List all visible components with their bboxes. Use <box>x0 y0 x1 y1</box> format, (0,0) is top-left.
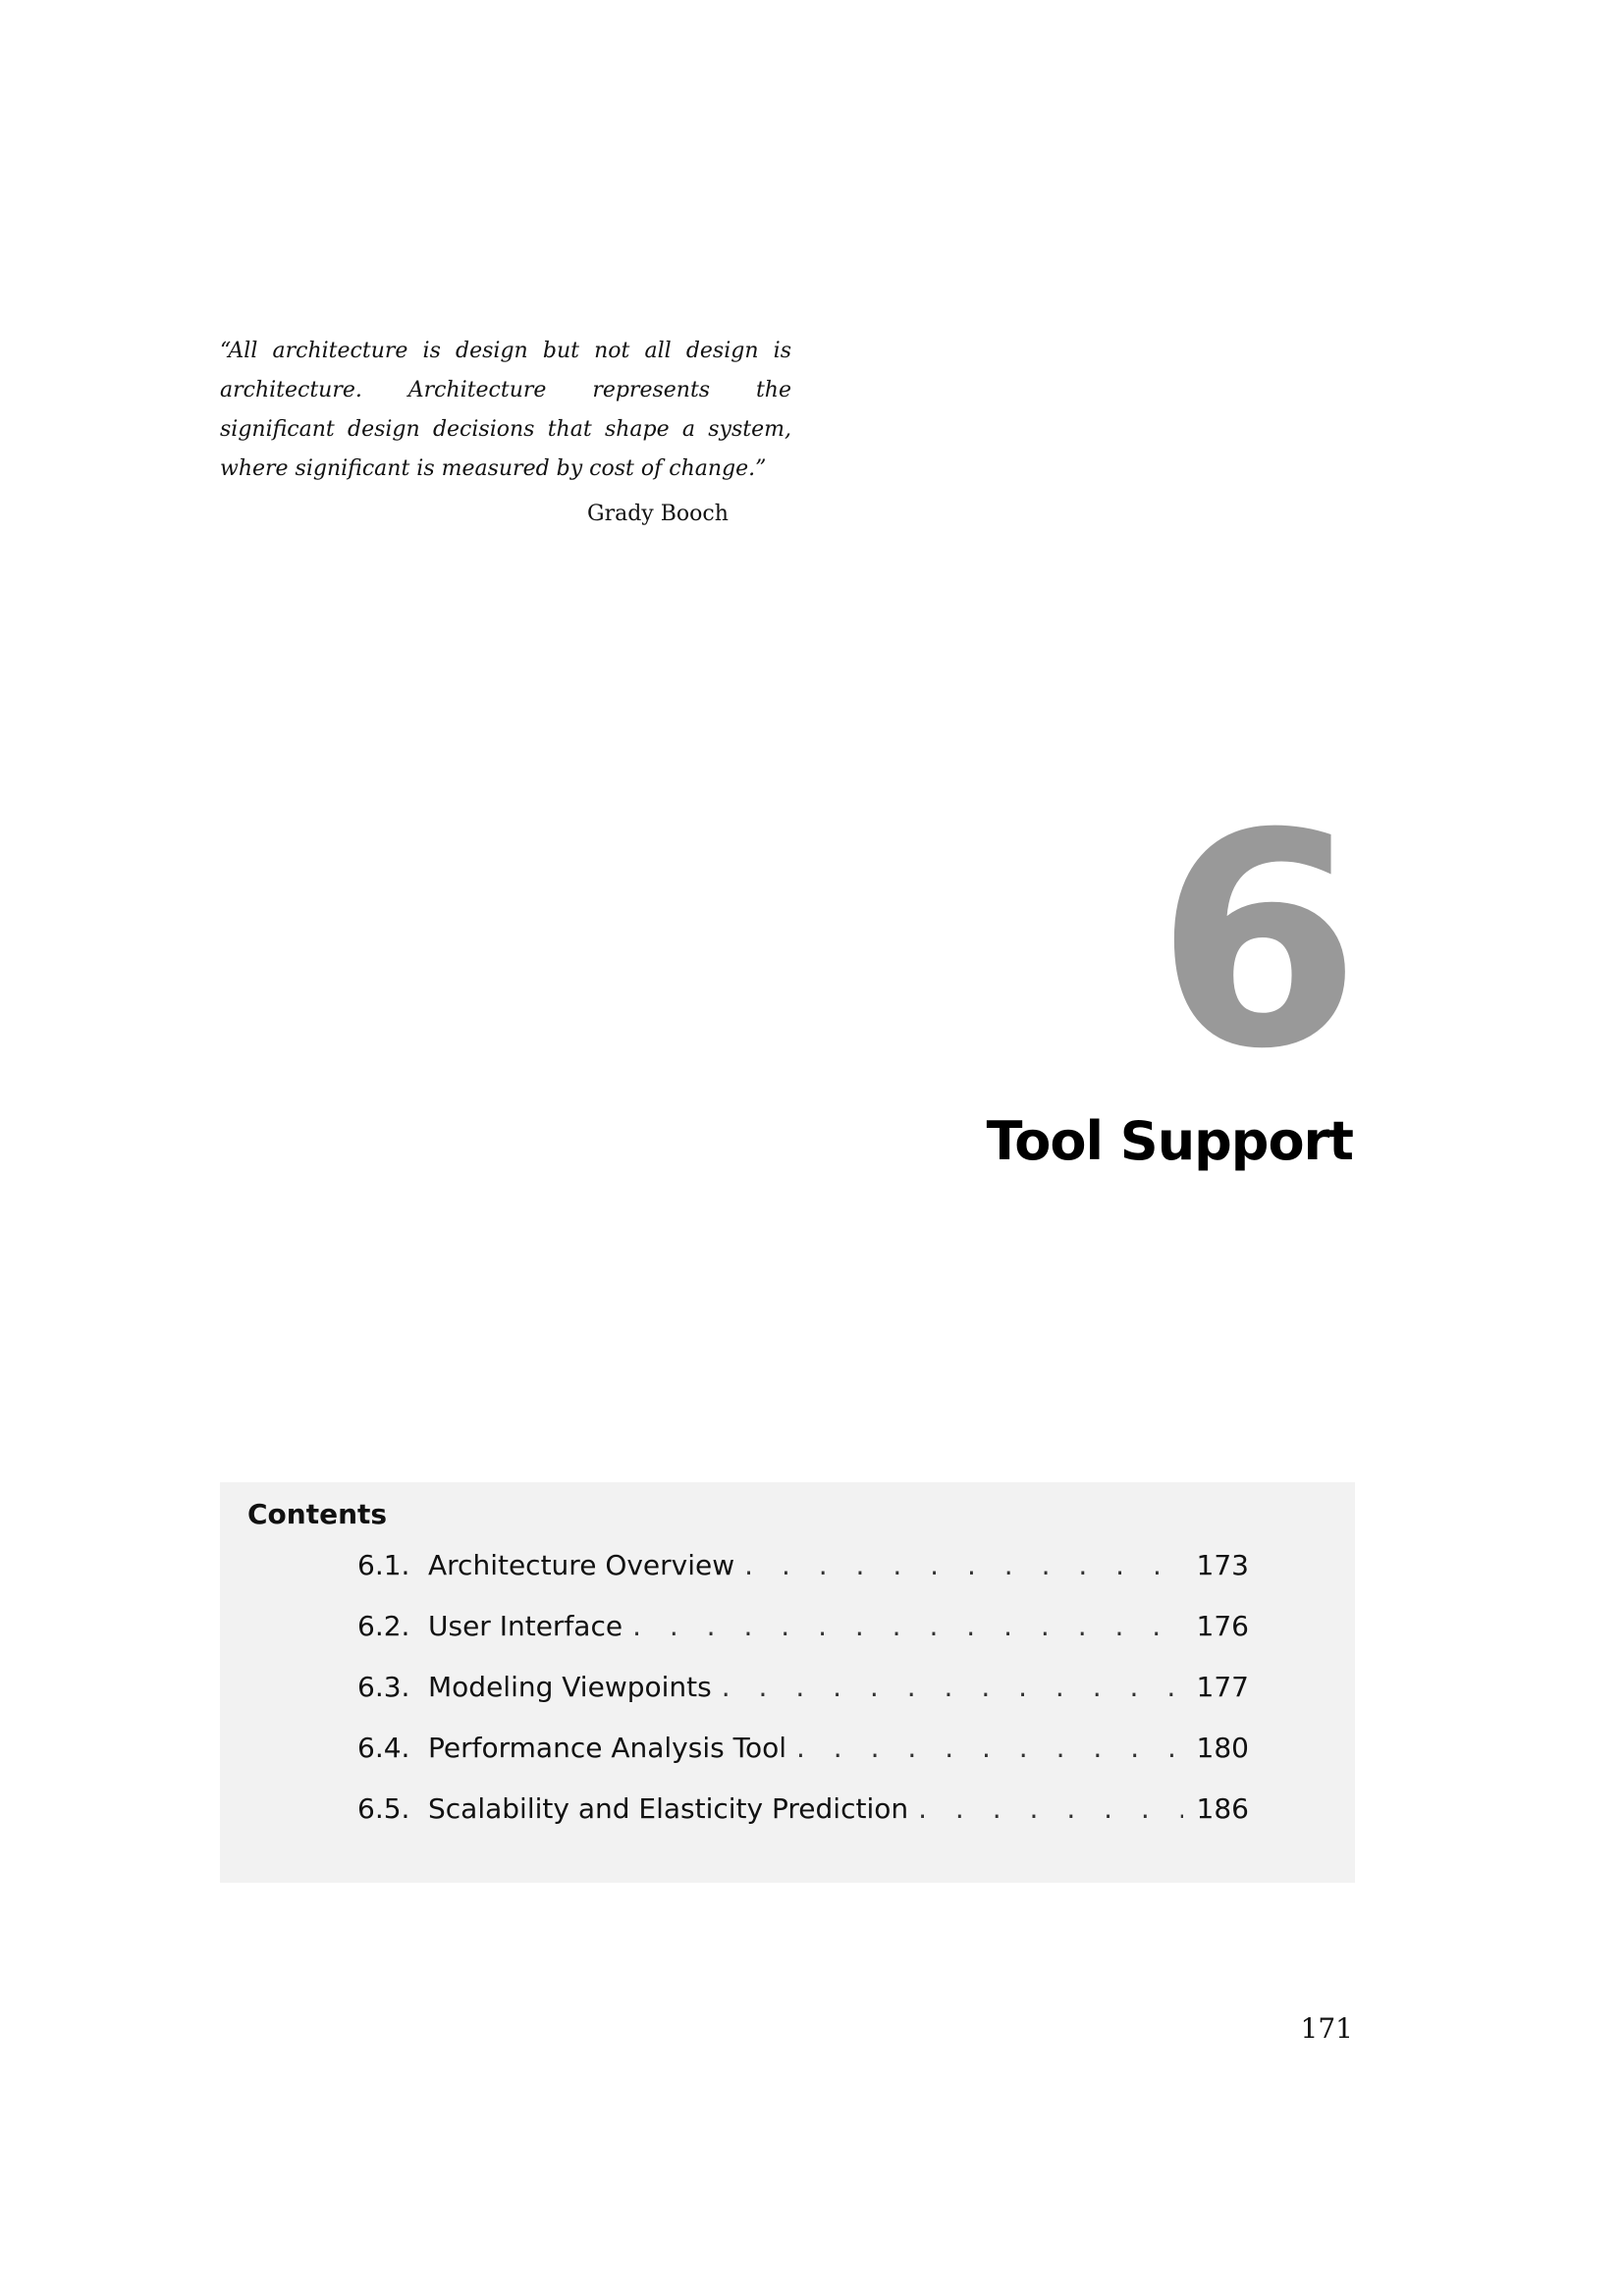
toc-entry-page: 177 <box>1196 1671 1249 1703</box>
toc-entry-page: 173 <box>1196 1549 1249 1581</box>
toc-dot-leader <box>722 1671 1183 1703</box>
toc-entry[interactable] <box>357 1732 1249 1792</box>
toc-dot-leader <box>796 1732 1183 1764</box>
toc-entry-title: Modeling Viewpoints <box>428 1671 712 1703</box>
toc-entry-title: Performance Analysis Tool <box>428 1732 786 1764</box>
toc-entry-page: 180 <box>1196 1732 1249 1764</box>
epigraph <box>220 332 791 534</box>
page-number: 171 <box>1300 2012 1353 2045</box>
toc-dot-leader <box>744 1549 1182 1581</box>
toc-entry-title: Architecture Overview <box>428 1549 735 1581</box>
toc-entry-number: 6.3. <box>357 1671 410 1703</box>
toc-entry-number: 6.4. <box>357 1732 410 1764</box>
toc-entry-page: 176 <box>1196 1610 1249 1642</box>
toc-entry-page: 186 <box>1196 1792 1249 1825</box>
toc-dot-leader <box>632 1610 1182 1642</box>
chapter-number: 6 <box>1156 771 1353 1113</box>
epigraph-quote: “All architecture is design but not all design is architecture. Architecture represents the significant design decisions that shape a system, where significant is measured by cost of change.” <box>220 339 791 481</box>
chapter-title: Tool Support <box>986 1110 1353 1172</box>
contents-box <box>220 1482 1355 1883</box>
epigraph-author: Grady Booch <box>587 502 729 526</box>
toc-entry[interactable] <box>357 1671 1249 1732</box>
toc-entry[interactable] <box>357 1549 1249 1610</box>
toc-entry-number: 6.2. <box>357 1610 410 1642</box>
toc-entry-title: User Interface <box>428 1610 623 1642</box>
toc-entry[interactable] <box>357 1792 1249 1853</box>
toc-entry-number: 6.1. <box>357 1549 410 1581</box>
toc-dot-leader <box>918 1792 1182 1825</box>
contents-heading: Contents <box>247 1498 388 1530</box>
toc-entry-title: Scalability and Elasticity Prediction <box>428 1792 909 1825</box>
toc-entry[interactable] <box>357 1610 1249 1671</box>
toc-list <box>357 1549 1249 1853</box>
toc-entry-number: 6.5. <box>357 1792 410 1825</box>
